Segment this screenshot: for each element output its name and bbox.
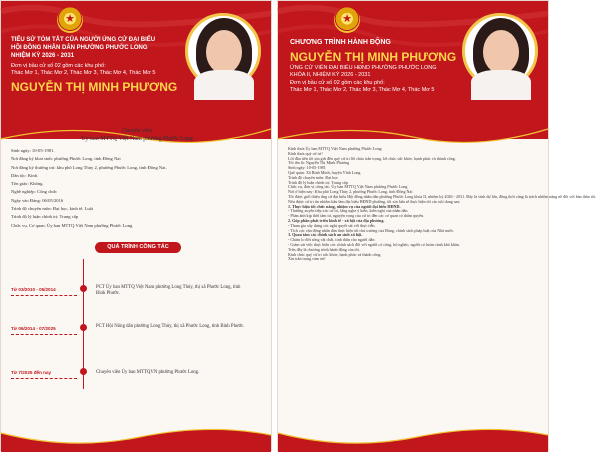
info-line: Nghề nghiệp: Công chức <box>11 189 57 195</box>
program-line: - Tham gia xây dựng các nghị quyết sát với thực tiễn. <box>288 222 376 228</box>
info-line: Nơi đăng ký thường trú: khu phố Long Thủy 2, phường Phước Long, tỉnh Đồng Nai. <box>11 164 167 170</box>
info-line: Dân tộc: Kinh. <box>11 172 39 178</box>
candidate-role: Chuyên viên <box>121 128 153 134</box>
timeline-dot <box>80 324 87 331</box>
program-line: Tôi được giới thiệu ứng cử đại biểu Hội đồng nhân dân phường Phước Long khóa II, nhiệm kỳ 2026 - 2031. Đây là vinh dự lớn, đồng thời cũng là trách nhiệm nặng nề đối với bản thân tôi. <box>288 193 596 199</box>
program-line1: ỨNG CỬ VIÊN ĐẠI BIỂU HĐND PHƯỜNG PHƯỚC LONG <box>290 65 437 71</box>
program-line: - Phản ánh kịp thời tâm tư, nguyện vọng của cử tri đến các cơ quan có thẩm quyền. <box>288 213 425 219</box>
candidate-photo <box>462 13 538 89</box>
bio-info-list <box>11 147 261 230</box>
candidate-biography-page <box>0 0 272 451</box>
program-line: Trình độ chuyên môn: Đại học <box>288 174 339 180</box>
program-text <box>288 146 596 262</box>
timeline-text: PCT Ủy ban MTTQ Việt Nam phường Long Thủy, thị xã Phước Long, tỉnh Bình Phước. <box>96 285 241 296</box>
bio-title-line1: TIỂU SỬ TÓM TẮT CỦA NGƯỜI ỨNG CỬ ĐẠI BIỂU <box>11 37 156 43</box>
candidate-photo <box>185 13 261 89</box>
bio-electorate: Đơn vị bầu cử số 02 gồm các khu phố: <box>11 63 106 69</box>
program-line: 3. Quan tâm các chính sách an sinh xã hội. <box>288 232 363 238</box>
timeline-dot <box>80 368 87 375</box>
candidate-name: NGUYỄN THỊ MINH PHƯƠNG <box>11 80 178 94</box>
timeline-text: PCT Hội Nông dân phường Long Thủy, thị xã Phước Long, tỉnh Bình Phước. <box>96 324 245 329</box>
timeline-divider <box>11 378 77 379</box>
program-line: - Thường xuyên tiếp xúc cử tri, lắng nghe ý kiến, kiến nghị của nhân dân. <box>288 208 409 214</box>
program-line: Kính thưa quý cử tri! <box>288 150 323 156</box>
info-line: Tôn giáo: Không. <box>11 181 44 187</box>
program-line: Quê quán: Xã Bình Minh, huyện Vĩnh Long <box>288 169 361 175</box>
program-term: KHÓA II, NHIỆM KỲ 2026 - 2031 <box>290 72 371 78</box>
program-line: 1. Thực hiện tốt chức năng, nhiệm vụ của người đại biểu HĐND. <box>288 203 401 209</box>
program-line: - Giám sát việc thực hiện các chính sách đối với người có công, hộ nghèo, người có hoàn cảnh khó khăn. <box>288 241 460 247</box>
program-line: Sinh ngày: 10-05-1981 <box>288 165 326 171</box>
timeline-date: Từ 06/2014 - 07/2025 <box>11 326 56 331</box>
timeline-dot <box>80 285 87 292</box>
info-line: Ngày vào Đảng: 06/05/2016 <box>11 197 64 203</box>
program-line: Kính chúc quý cử tri sức khỏe, hạnh phúc và thành công. <box>288 251 382 257</box>
national-emblem-icon <box>334 7 360 33</box>
program-line: Nơi ở hiện nay: Khu phố Long Thủy 2, phường Phước Long, tỉnh Đồng Nai <box>288 189 413 195</box>
timeline-divider <box>11 295 77 296</box>
timeline-text: Chuyên viên Ủy ban MTTQVN phường Phước Long. <box>96 370 200 375</box>
info-line: Chức vụ, Cơ quan: Ủy ban MTTQ Việt Nam phường Phước Long <box>11 222 133 228</box>
footer-wave <box>1 421 271 452</box>
program-areas: Thác Mơ 1, Thác Mơ 2, Thác Mơ 3, Thác Mơ 4, Thác Mơ 5 <box>290 87 435 93</box>
program-line: Trên đây là chương trình hành động của tôi. <box>288 246 360 252</box>
program-line: Lời đầu tiên tôi xin gửi đến quý cử tri lời chào trân trọng, lời chúc sức khỏe, hạnh phúc và thành công. <box>288 155 456 161</box>
program-line: Kính thưa Ủy ban MTTQ Việt Nam phường Phước Long <box>288 146 382 151</box>
info-line: Trình độ lý luận chính trị: Trung cấp <box>11 214 79 220</box>
bio-areas: Thác Mơ 1, Thác Mơ 2, Thác Mơ 3, Thác Mơ 4, Thác Mơ 5 <box>11 70 156 76</box>
timeline-divider <box>11 334 77 335</box>
header-wave <box>1 119 271 149</box>
program-line: - Tích cực vận động nhân dân thực hiện tốt chủ trương của Đảng, chính sách pháp luật của Nhà nước. <box>288 227 455 233</box>
program-line: Tôi tên là: Nguyễn Thị Minh Phương <box>288 160 350 166</box>
info-line: Trình độ chuyên môn: Đại học, kinh tế, Luật <box>11 206 93 212</box>
bio-term: NHIỆM KỲ 2026 - 2031 <box>11 53 75 59</box>
work-history-heading: QUÁ TRÌNH CÔNG TÁC <box>95 242 181 253</box>
program-line: 2. Góp phần phát triển kinh tế - xã hội của địa phương. <box>288 217 385 223</box>
program-title: CHƯƠNG TRÌNH HÀNH ĐỘNG <box>290 39 391 46</box>
candidate-name: NGUYỄN THỊ MINH PHƯƠNG <box>290 50 457 64</box>
program-line: Chức vụ, đơn vị công tác: Ủy ban MTTQ Việt Nam phường Phước Long <box>288 184 408 190</box>
info-line: Nơi đăng ký khai sinh: phường Phước Long, tỉnh Đồng Nai <box>11 156 121 162</box>
info-line: Sinh ngày: 10-05-1981. <box>11 148 55 153</box>
action-program-page <box>277 0 596 451</box>
program-line: - Chăm lo đời sống vật chất, tinh thần cho người dân. <box>288 237 376 243</box>
program-line: Nếu được cử tri tín nhiệm bầu làm đại biểu HĐND phường, tôi xin hứa sẽ thực hiện tốt các nội dung sau: <box>288 198 461 204</box>
bio-title-line2: HỘI ĐỒNG NHÂN DÂN PHƯỜNG PHƯỚC LONG <box>11 45 148 51</box>
national-emblem-icon <box>57 7 83 33</box>
program-line: Trình độ lý luận chính trị: Trung cấp <box>288 179 348 185</box>
program-line: Xin trân trọng cảm ơn! <box>288 256 326 262</box>
candidate-org: Ủy ban MTTQ Việt Nam phường Phước Long <box>81 136 193 142</box>
timeline-date: Từ 03/2010 - 05/2014 <box>11 287 56 292</box>
timeline-date: Từ 7/2025 đến nay <box>11 370 52 375</box>
program-electorate: Đơn vị bầu cử số 02 gồm các khu phố: <box>290 80 385 86</box>
